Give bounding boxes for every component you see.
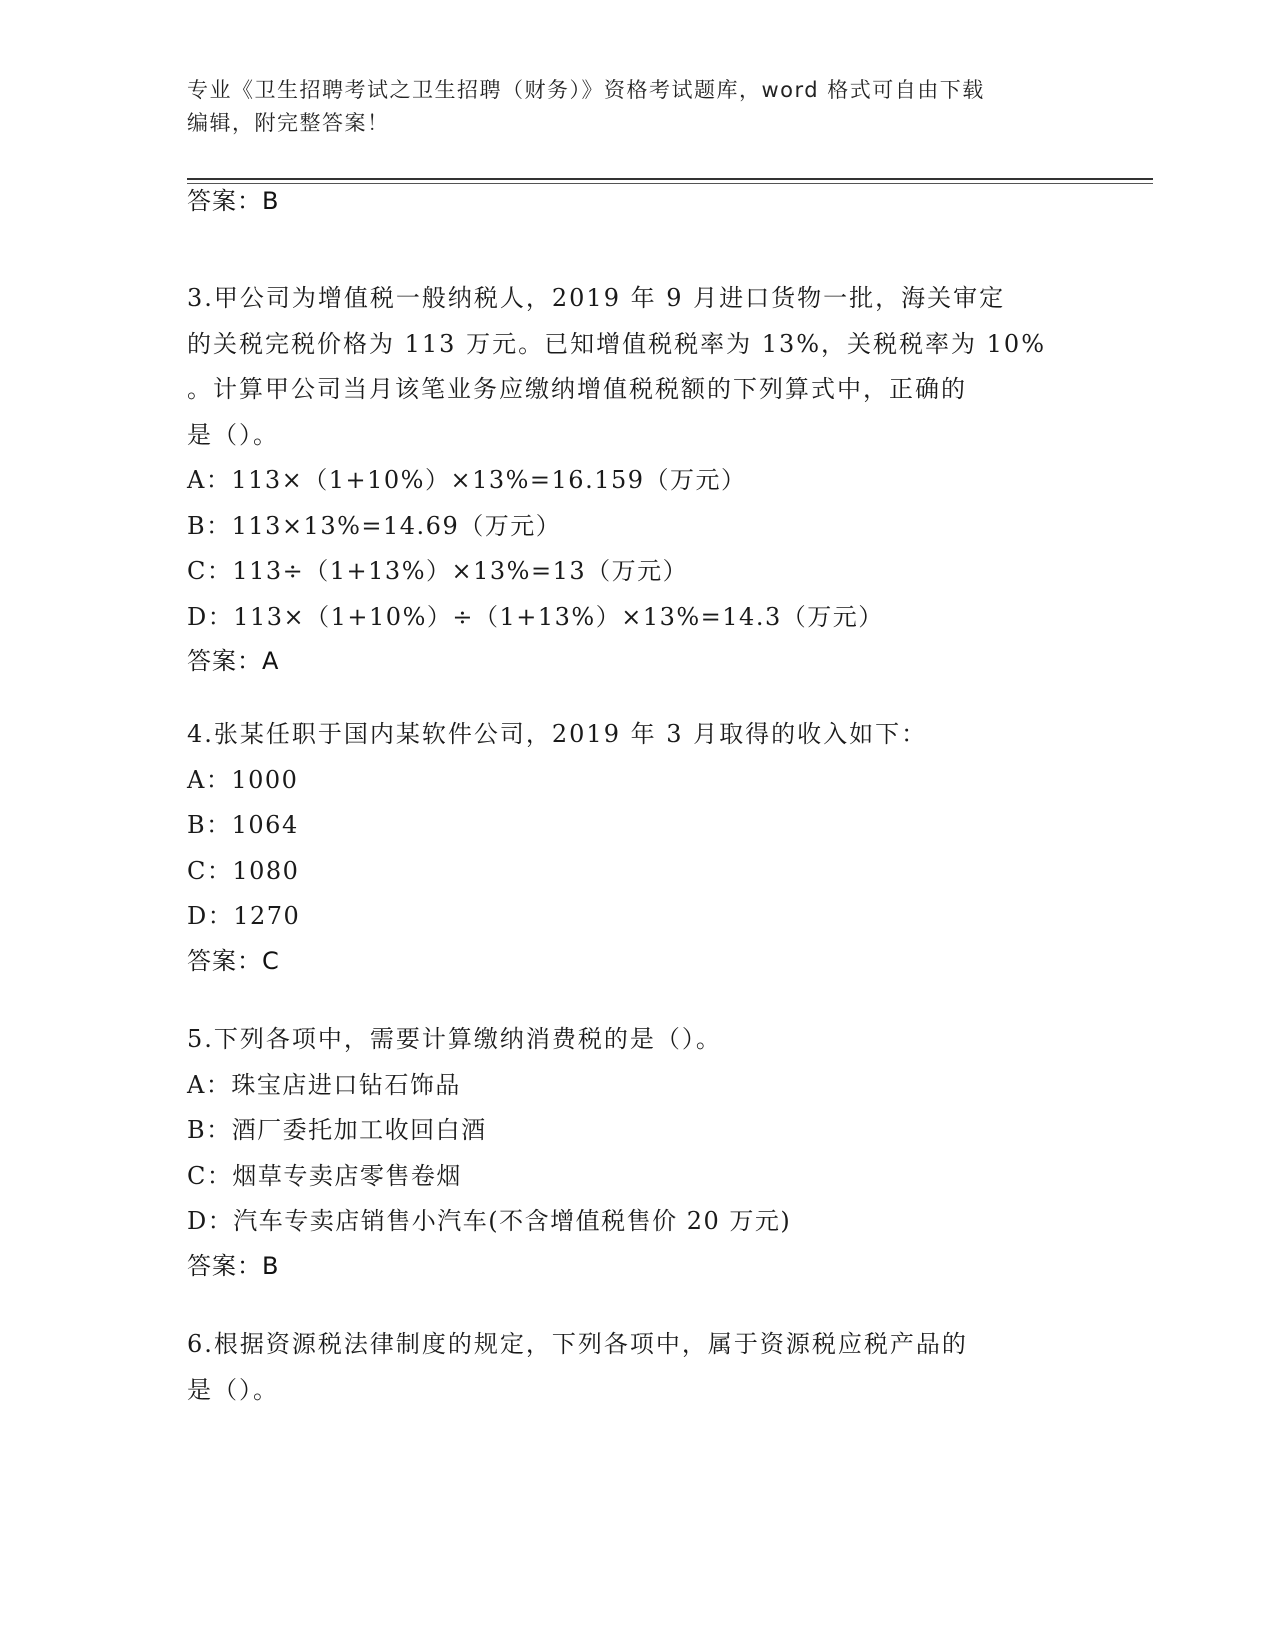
header-line-2: 编辑，附完整答案！ [187, 111, 390, 135]
answer-label: 答案：B [187, 187, 280, 215]
option-d: D：1270 [187, 902, 301, 930]
header-line-1: 专业《卫生招聘考试之卫生招聘（财务）》资格考试题库，word 格式可自由下载 [187, 78, 985, 102]
option-d: D：113×（1+10%）÷（1+13%）×13%=14.3（万元） [187, 602, 884, 631]
option-b: B：113×13%=14.69（万元） [187, 511, 562, 540]
header-divider-thick [187, 178, 1153, 180]
option-c: C：113÷（1+13%）×13%=13（万元） [187, 557, 689, 585]
header-divider-thin [187, 183, 1153, 184]
question-3 [187, 276, 1087, 676]
option-b: B：酒厂委托加工收回白酒 [187, 1116, 487, 1144]
option-c: C：烟草专卖店零售卷烟 [187, 1161, 462, 1190]
option-a: A：113×（1+10%）×13%=16.159（万元） [187, 466, 747, 494]
option-c: C：1080 [187, 856, 300, 885]
question-6 [187, 1322, 1087, 1413]
question-text-line: 。计算甲公司当月该笔业务应缴纳增值税税额的下列算式中，正确的 [187, 375, 967, 403]
answer-label: 答案：B [187, 1251, 280, 1280]
document-header [187, 74, 1087, 140]
question-text-line: 是（）。 [187, 1375, 279, 1404]
option-d: D：汽车专卖店销售小汽车(不含增值税售价 20 万元) [187, 1207, 792, 1235]
question-4 [187, 712, 1087, 976]
option-a: A：珠宝店进口钻石饰品 [187, 1070, 461, 1099]
question-text-line: 的关税完税价格为 113 万元。已知增值税税率为 13%，关税税率为 10% [187, 329, 1047, 358]
question-text-line: 5.下列各项中，需要计算缴纳消费税的是（）。 [187, 1025, 722, 1053]
question-text-line: 4.张某任职于国内某软件公司，2019 年 3 月取得的收入如下： [187, 720, 928, 748]
question-5 [187, 1017, 1087, 1281]
question-text-line: 是（）。 [187, 420, 279, 449]
option-b: B：1064 [187, 811, 299, 839]
answer-label: 答案：A [187, 647, 280, 675]
question-text-line: 3.甲公司为增值税一般纳税人，2019 年 9 月进口货物一批，海关审定 [187, 284, 1006, 312]
answer-label: 答案：C [187, 946, 280, 975]
question-text-line: 6.根据资源税法律制度的规定，下列各项中，属于资源税应税产品的 [187, 1330, 968, 1358]
answer-block-previous [187, 186, 1087, 216]
option-a: A：1000 [187, 765, 299, 794]
